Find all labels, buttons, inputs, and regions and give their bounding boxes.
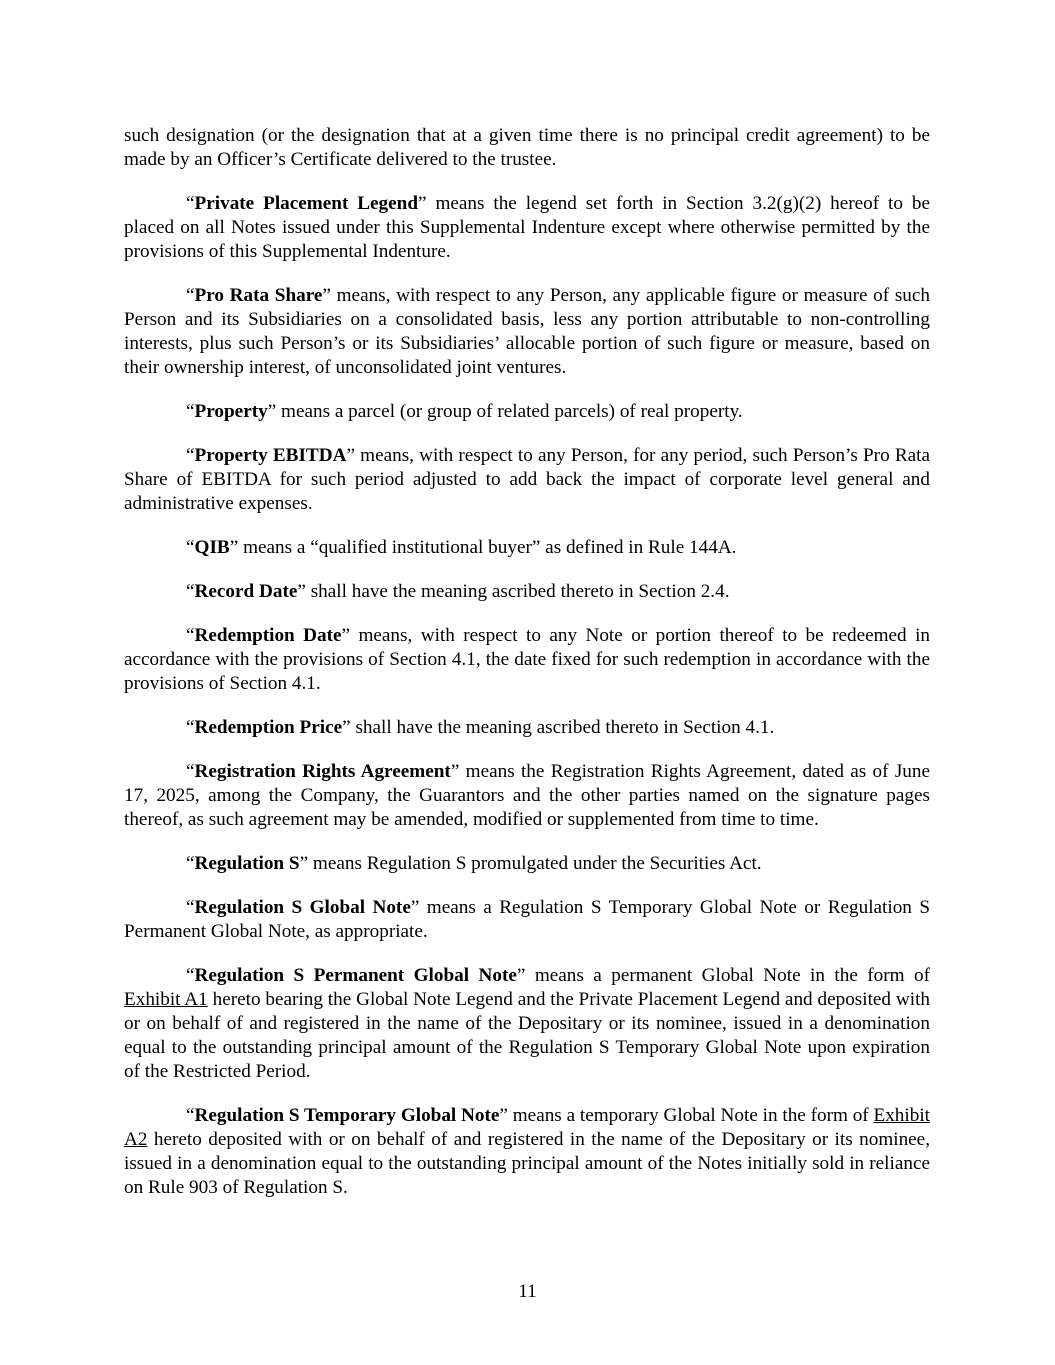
continuation-paragraph: such designation (or the designation that at a given time there is no principal credit agreement) to be made by an Officer’s Certificate delivered to the trustee. xyxy=(124,125,930,170)
defined-term: Registration Rights Agreement xyxy=(194,761,451,782)
definition-text: means, with respect to any Person, for any period, such Person’s Pro Rata Share of EBITDA for such period adjusted to add back the impact of corporate level general and administrative expenses. xyxy=(124,445,930,514)
exhibit-reference: Exhibit A1 xyxy=(124,989,208,1010)
defined-term: Regulation S Permanent Global Note xyxy=(194,965,517,986)
defined-term: QIB xyxy=(194,537,230,558)
definition-paragraph: “Regulation S” means Regulation S promulgated under the Securities Act. xyxy=(186,853,762,874)
definition-text: means a parcel (or group of related parcels) of real property. xyxy=(276,401,743,422)
defined-term: Property EBITDA xyxy=(194,445,347,466)
definition-text: means, with respect to any Person, any applicable figure or measure of such Person and its Subsidiaries on a consolidated basis, less any portion attributable to non-controlling interests, plus such Person’s or its Subsidiaries’ allocable portion of such figure or measure, based on their ownership interest, of unconsolidated joint ventures. xyxy=(124,285,930,378)
definition-paragraph: “Regulation S Temporary Global Note” means a temporary Global Note in the form of Exhibit A2 hereto deposited with or on behalf of and registered in the name of the Depositary or its nominee, issued in a denomination equal to the outstanding principal amount of the Notes initially sold in reliance on Rule 903 of Regulation S. xyxy=(124,1105,930,1198)
definition-paragraph: “Property” means a parcel (or group of related parcels) of real property. xyxy=(186,401,743,422)
defined-term: Property xyxy=(194,401,268,422)
definition-paragraph: “Regulation S Permanent Global Note” means a permanent Global Note in the form of Exhibit A1 hereto bearing the Global Note Legend and the Private Placement Legend and deposited with or on behalf of and registered in the name of the Depositary or its nominee, issued in a denomination equal to the outstanding principal amount of the Regulation S Temporary Global Note upon expiration of the Restricted Period. xyxy=(124,965,930,1082)
defined-term: Regulation S Temporary Global Note xyxy=(194,1105,500,1126)
definition-text: means the legend set forth in Section 3.2(g)(2) hereof to be placed on all Notes issued under this Supplemental Indenture except where otherwise permitted by the provisions of this Supplemental Indenture. xyxy=(124,193,930,262)
defined-term: Pro Rata Share xyxy=(194,285,323,306)
defined-term: Private Placement Legend xyxy=(194,193,419,214)
definition-text-continued: hereto deposited with or on behalf of and registered in the name of the Depositary or its nominee, issued in a denomination equal to the outstanding principal amount of the Notes initially sold in reliance on Rule 903 of Regulation S. xyxy=(124,1129,930,1198)
defined-term: Regulation S xyxy=(194,853,300,874)
document-page xyxy=(124,124,930,1220)
page-number: 11 xyxy=(518,1281,537,1302)
definition-text: means Regulation S promulgated under the Securities Act. xyxy=(308,853,762,874)
definition-text: shall have the meaning ascribed thereto in Section 4.1. xyxy=(350,717,775,738)
exhibit-reference: Exhibit A2 xyxy=(124,1105,930,1150)
definition-text: shall have the meaning ascribed thereto in Section 2.4. xyxy=(305,581,730,602)
definition-text: means a permanent Global Note in the form of xyxy=(525,965,930,986)
definition-paragraph: “Redemption Price” shall have the meaning ascribed thereto in Section 4.1. xyxy=(186,717,775,738)
definition-text-continued: hereto bearing the Global Note Legend and the Private Placement Legend and deposited with or on behalf of and registered in the name of the Depositary or its nominee, issued in a denomination equal to the outstanding principal amount of the Regulation S Temporary Global Note upon expiration of the Restricted Period. xyxy=(124,989,930,1082)
definition-paragraph: “QIB” means a “qualified institutional buyer” as defined in Rule 144A. xyxy=(186,537,737,558)
defined-term: Redemption Price xyxy=(194,717,343,738)
definition-paragraph: “Pro Rata Share” means, with respect to any Person, any applicable figure or measure of such Person and its Subsidiaries on a consolidated basis, less any portion attributable to non-controlling interests, plus such Person’s or its Subsidiaries’ allocable portion of such figure or measure, based on their ownership interest, of unconsolidated joint ventures. xyxy=(124,285,930,378)
definition-paragraph: “Private Placement Legend” means the legend set forth in Section 3.2(g)(2) hereof to be placed on all Notes issued under this Supplemental Indenture except where otherwise permitted by the provisions of this Supplemental Indenture. xyxy=(124,193,930,262)
definition-text: means a “qualified institutional buyer” as defined in Rule 144A. xyxy=(238,537,737,558)
defined-term: Regulation S Global Note xyxy=(194,897,411,918)
definition-text: means a Regulation S Temporary Global Note or Regulation S Permanent Global Note, as appropriate. xyxy=(124,897,930,942)
definition-paragraph: “Redemption Date” means, with respect to any Note or portion thereof to be redeemed in accordance with the provisions of Section 4.1, the date fixed for such redemption in accordance with the provisions of Section 4.1. xyxy=(124,625,930,694)
definition-text: means, with respect to any Note or portion thereof to be redeemed in accordance with the provisions of Section 4.1, the date fixed for such redemption in accordance with the provisions of Section 4.1. xyxy=(124,625,930,694)
defined-term: Redemption Date xyxy=(194,625,342,646)
defined-term: Record Date xyxy=(194,581,298,602)
definition-paragraph: “Record Date” shall have the meaning ascribed thereto in Section 2.4. xyxy=(186,581,730,602)
definition-paragraph: “Registration Rights Agreement” means the Registration Rights Agreement, dated as of June 17, 2025, among the Company, the Guarantors and the other parties named on the signature pages thereof, as such agreement may be amended, modified or supplemented from time to time. xyxy=(124,761,930,830)
definition-text: means a temporary Global Note in the form of xyxy=(507,1105,874,1126)
definition-paragraph: “Property EBITDA” means, with respect to any Person, for any period, such Person’s Pro Rata Share of EBITDA for such period adjusted to add back the impact of corporate level general and administrative expenses. xyxy=(124,445,930,514)
definition-paragraph: “Regulation S Global Note” means a Regulation S Temporary Global Note or Regulation S Permanent Global Note, as appropriate. xyxy=(124,897,930,942)
definition-text: means the Registration Rights Agreement, dated as of June 17, 2025, among the Company, the Guarantors and the other parties named on the signature pages thereof, as such agreement may be amended, modified or supplemented from time to time. xyxy=(124,761,930,830)
